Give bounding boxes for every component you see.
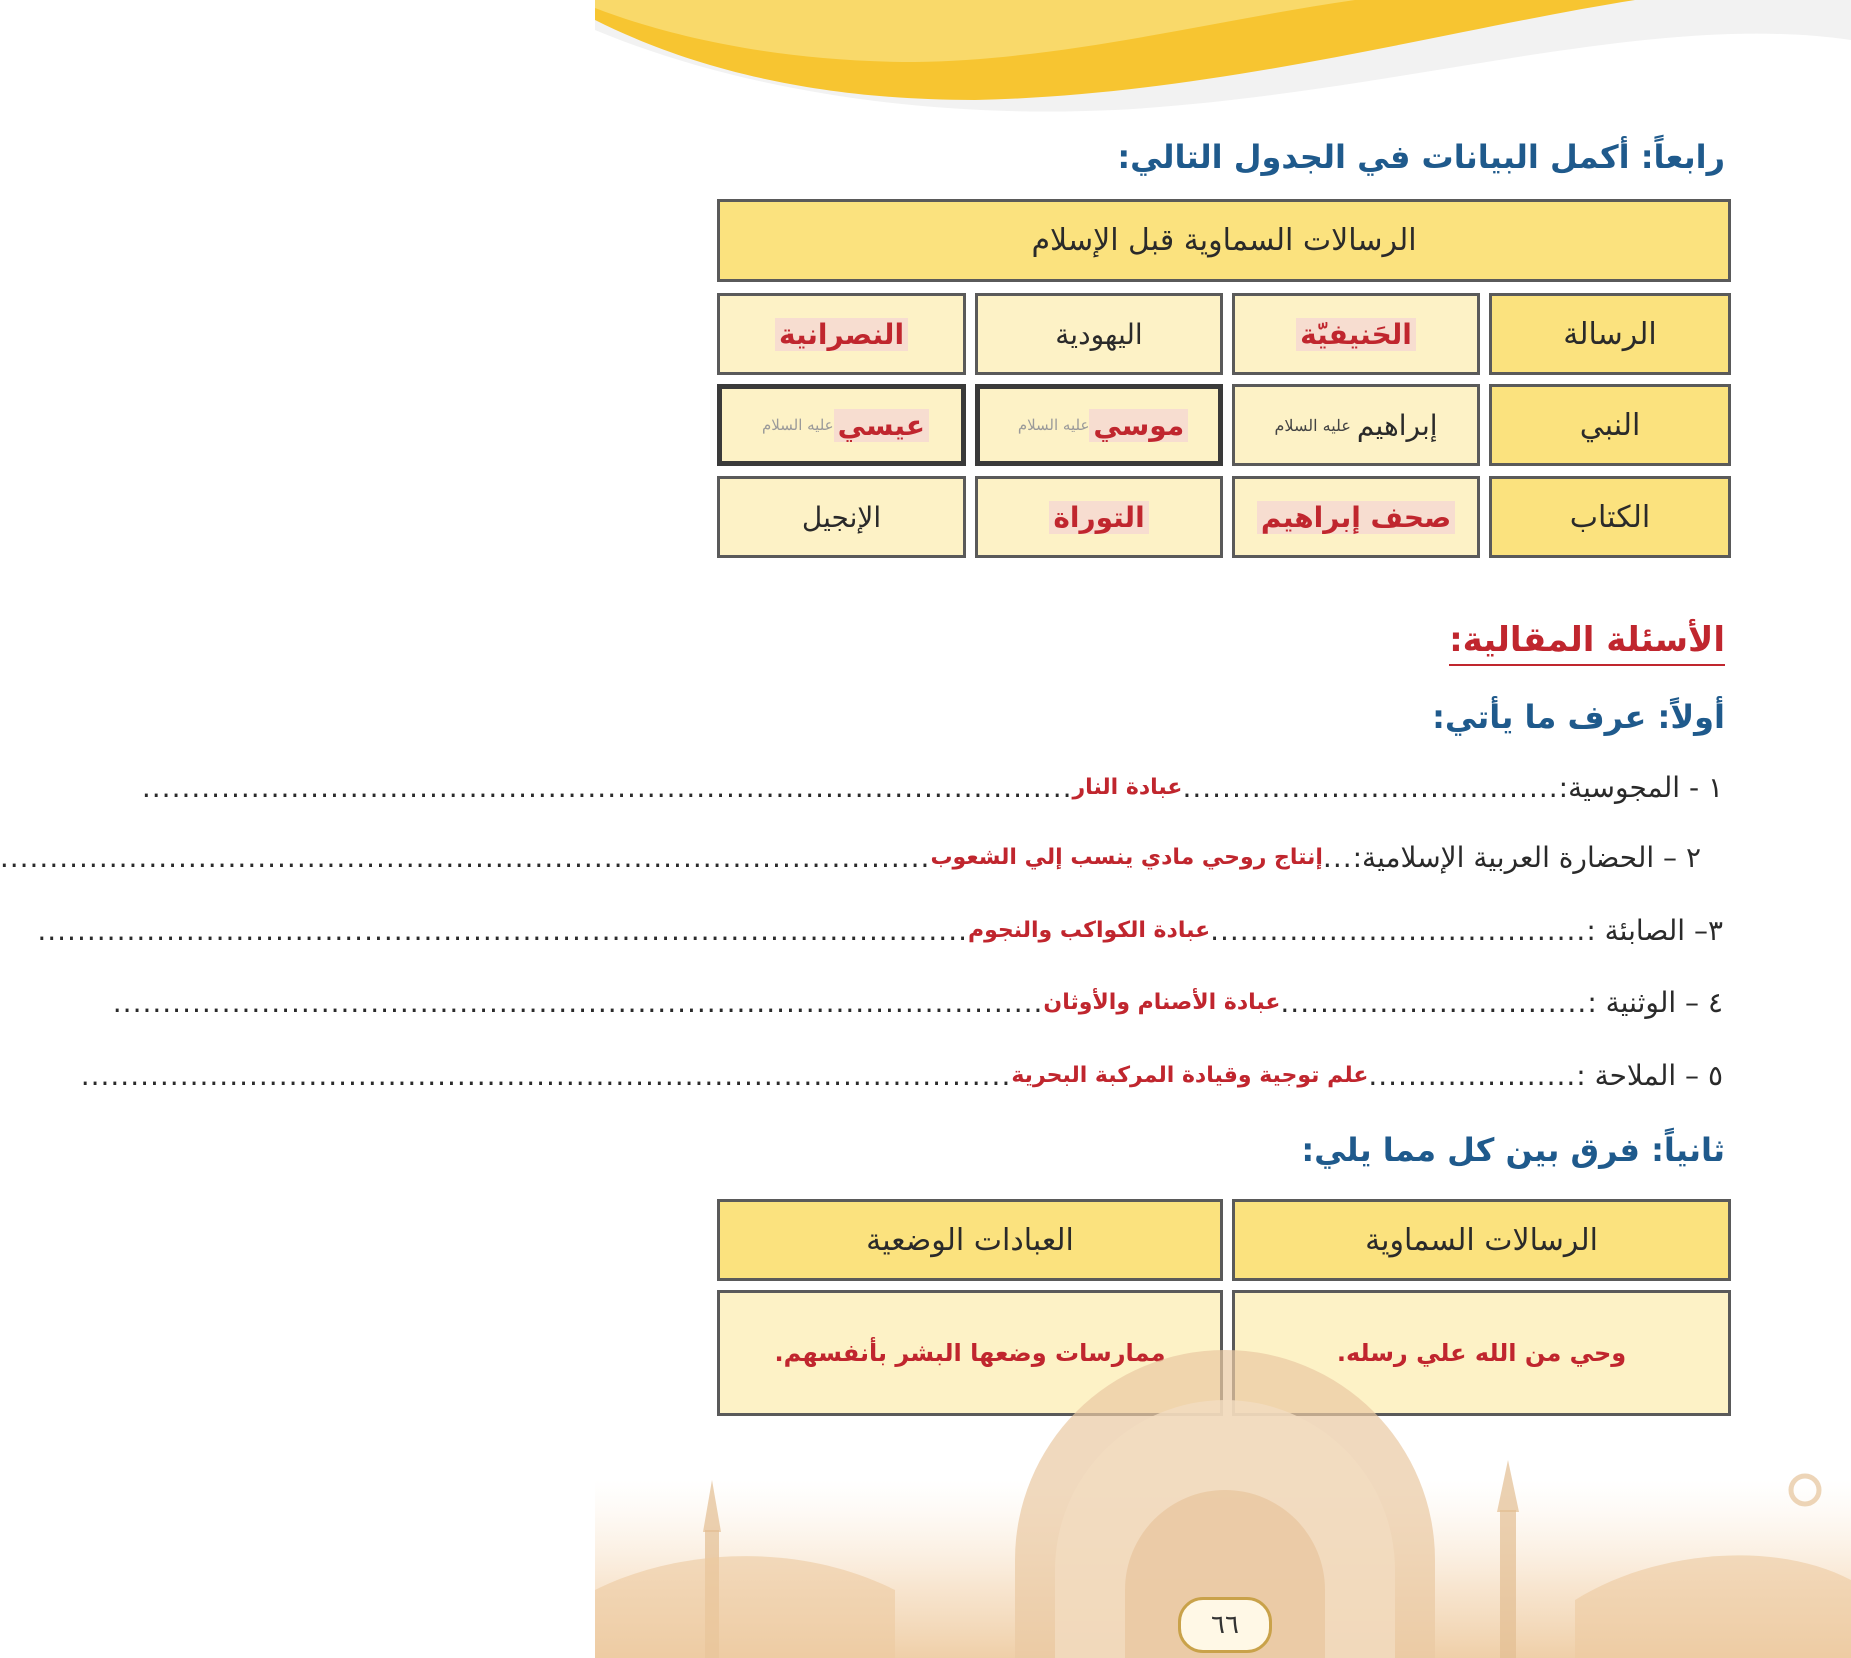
definition-1 bbox=[141, 763, 1723, 811]
definition-2-label: ٢ – الحضارة العربية الإسلامية: bbox=[1352, 840, 1701, 874]
table-title bbox=[717, 199, 1731, 282]
compare-head-manmade-text: العبادات الوضعية bbox=[866, 1222, 1074, 1258]
definition-1-dots: ...................................... bbox=[1182, 770, 1559, 804]
definition-2-dots: ... bbox=[1322, 840, 1353, 874]
definition-3-label: ٣– الصابئة : bbox=[1586, 913, 1723, 947]
definition-1-label: ١ - المجوسية: bbox=[1558, 770, 1723, 804]
definition-3-fill: .............................................................................................. bbox=[37, 913, 968, 947]
definition-4 bbox=[112, 978, 1723, 1026]
cell-ibrahim bbox=[1232, 384, 1480, 466]
honorific-musa: عليه السلام bbox=[1017, 416, 1090, 434]
section4-heading: رابعاً: أكمل البيانات في الجدول التالي: bbox=[1117, 138, 1725, 176]
definition-3 bbox=[37, 906, 1723, 954]
page-number: ٦٦ bbox=[1211, 1610, 1239, 1640]
definition-2-fill: .............................................................................................. bbox=[0, 840, 931, 874]
definition-4-fill: .............................................................................................. bbox=[112, 985, 1044, 1019]
answer-musa: موسي bbox=[1089, 409, 1188, 442]
answer-christianity: النصرانية bbox=[775, 318, 908, 351]
answer-torah: التوراة bbox=[1049, 501, 1148, 534]
ibrahim-text: إبراهيم bbox=[1356, 408, 1438, 442]
definition-4-answer[interactable]: عبادة الأصنام والأوثان bbox=[1043, 989, 1281, 1015]
definition-1-answer[interactable]: عبادة النار bbox=[1072, 774, 1183, 800]
definition-4-label: ٤ – الوثنية : bbox=[1587, 985, 1723, 1019]
definition-2-answer[interactable]: إنتاج روحي مادي ينسب إلي الشعوب bbox=[930, 844, 1323, 870]
compare-answer-manmade-text: ممارسات وضعها البشر بأنفسهم. bbox=[774, 1339, 1166, 1367]
compare-head-divine-text: الرسالات السماوية bbox=[1365, 1222, 1598, 1258]
second-heading: ثانياً: فرق بين كل مما يلي: bbox=[1301, 1131, 1725, 1169]
honorific-ibrahim: عليه السلام bbox=[1274, 415, 1351, 435]
compare-head-divine bbox=[1232, 1199, 1731, 1281]
compare-head-manmade bbox=[717, 1199, 1223, 1281]
answer-suhuf: صحف إبراهيم bbox=[1257, 501, 1455, 534]
cell-isa[interactable] bbox=[717, 384, 966, 466]
judaism-text: اليهودية bbox=[1055, 317, 1143, 351]
row-label-book bbox=[1489, 476, 1731, 558]
definition-5-answer[interactable]: علم توجية وقيادة المركبة البحرية bbox=[1011, 1062, 1369, 1088]
row-label-prophet bbox=[1489, 384, 1731, 466]
page-number-badge bbox=[1178, 1597, 1272, 1653]
definition-5-label: ٥ – الملاحة : bbox=[1576, 1058, 1723, 1092]
cell-musa[interactable] bbox=[975, 384, 1223, 466]
answer-hanifiyya: الحَنيفيّة bbox=[1296, 318, 1416, 351]
compare-answer-divine-text: وحي من الله علي رسله. bbox=[1336, 1339, 1627, 1367]
definition-5 bbox=[80, 1051, 1723, 1099]
definition-1-fill: .............................................................................................. bbox=[141, 770, 1073, 804]
cell-hanifiyya[interactable] bbox=[1232, 293, 1480, 375]
gospel-text: الإنجيل bbox=[801, 500, 882, 534]
row-label-book-text: الكتاب bbox=[1569, 499, 1651, 535]
definition-5-fill: .............................................................................................. bbox=[80, 1058, 1012, 1092]
row-label-prophet-text: النبي bbox=[1579, 407, 1641, 443]
cell-torah[interactable] bbox=[975, 476, 1223, 558]
definition-3-answer[interactable]: عبادة الكواكب والنجوم bbox=[968, 917, 1211, 943]
table-title-text: الرسالات السماوية قبل الإسلام bbox=[1031, 223, 1417, 258]
definition-3-dots: ...................................... bbox=[1210, 913, 1587, 947]
essay-heading: الأسئلة المقالية: bbox=[1449, 620, 1725, 666]
answer-isa: عيسي bbox=[834, 409, 929, 442]
cell-judaism bbox=[975, 293, 1223, 375]
definition-5-dots: ..................... bbox=[1368, 1058, 1577, 1092]
definition-2 bbox=[0, 833, 1701, 881]
honorific-isa: عليه السلام bbox=[762, 416, 834, 434]
row-label-message bbox=[1489, 293, 1731, 375]
cell-christianity[interactable] bbox=[717, 293, 966, 375]
cell-gospel bbox=[717, 476, 966, 558]
first-heading: أولاً: عرف ما يأتي: bbox=[1432, 698, 1725, 736]
cell-suhuf[interactable] bbox=[1232, 476, 1480, 558]
row-label-message-text: الرسالة bbox=[1563, 316, 1657, 352]
top-wave-decoration bbox=[595, 0, 1851, 120]
definition-4-dots: ............................... bbox=[1280, 985, 1588, 1019]
